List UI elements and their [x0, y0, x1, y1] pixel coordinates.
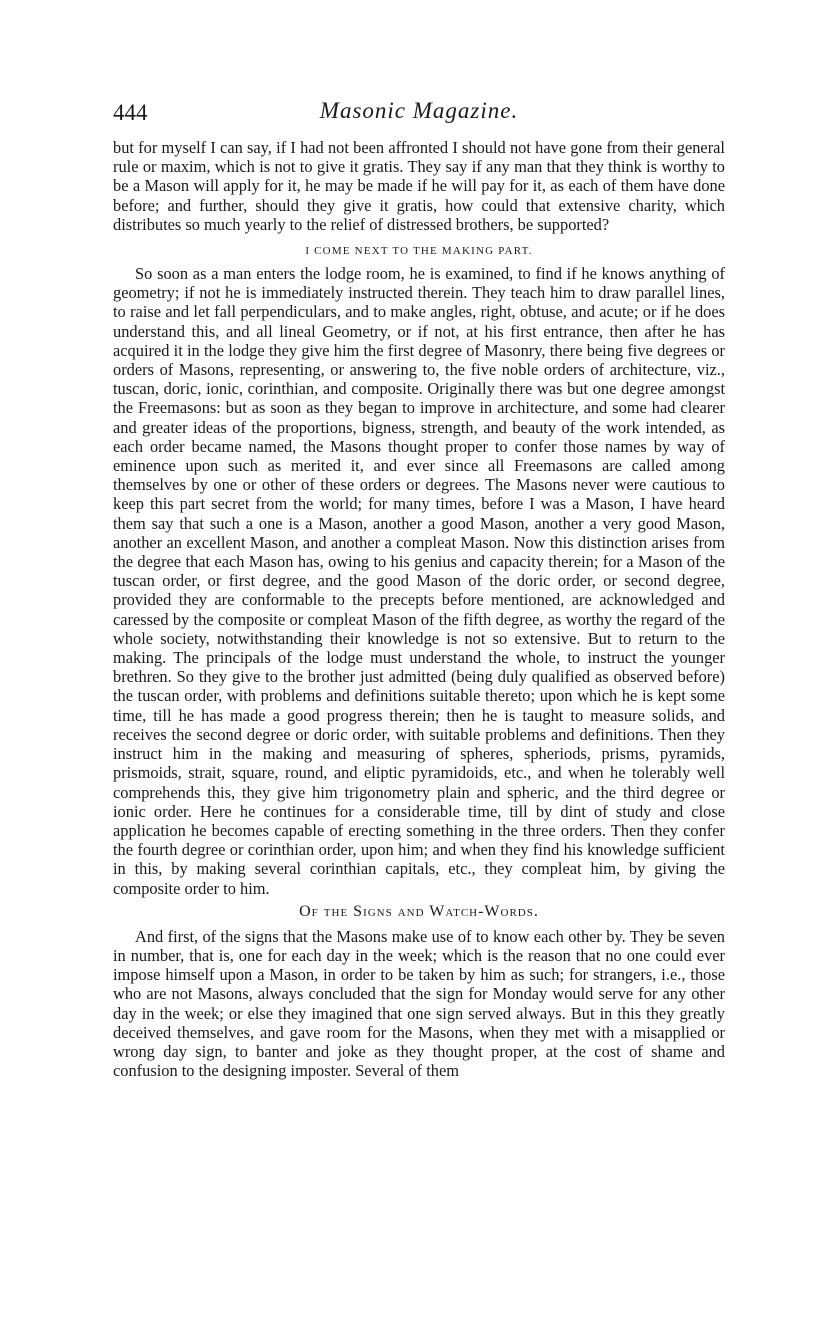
- section-heading-signs: Of the Signs and Watch-Words.: [299, 902, 539, 920]
- page-number: 444: [113, 100, 148, 125]
- section-heading-making-part: I COME NEXT TO THE MAKING PART.: [305, 245, 533, 258]
- page-header: [113, 92, 725, 138]
- paragraph-continuation: but for myself I can say, if I had not been affronted I should not have gone from their general rule or maxim, which is not to give it gratis. They say if any man that they think is worthy to be a Mason will apply for it, he may be made if he will pay for it, as each of them have done before; and further, should they give it gratis, how could that extensive charity, which distributes so much yearly to the relief of distressed brothers, be supported?: [113, 138, 725, 234]
- running-title: Masonic Magazine.: [319, 98, 519, 123]
- article-body: [113, 138, 725, 1080]
- paragraph-making-part: So soon as a man enters the lodge room, he is examined, to find if he knows anything of geometry; if not he is immediately instructed therein. They teach him to draw parallel lines, to raise and let fall perpendiculars, and to make angles, right, obtuse, and acute; or if he does understand this, and all lineal Geometry, or if not, at his first entrance, then after he has acquired it in the lodge they give him the first degree of Masonry, there being five degrees or orders of Masons, representing, or answering to, the five noble orders of architecture, viz., tuscan, doric, ionic, corinthian, and composite. Originally there was but one degree amongst the Freemasons: but as soon as they began to improve in architecture, and some had clearer and greater ideas of the proportions, bigness, strength, and beauty of the work intended, as each order became named, the Masons thought proper to confer those names by way of eminence upon such as merited it, and ever since all Freemasons are called among themselves by one or other of these orders or degrees. The Masons never were cautious to keep this part secret from the world; for many times, before I was a Mason, I have heard them say that such a one is a Mason, another a good Mason, another a very good Mason, another an excellent Mason, and another a compleat Mason. Now this distinction arises from the degree that each Mason has, owing to his genius and capacity therein; for a Mason of the tuscan order, or first degree, and the good Mason of the doric order, or second degree, provided they are conformable to the precepts before mentioned, are acknowledged and caressed by the composite or compleat Mason of the fifth degree, as worthy the regard of the whole society, notwithstanding their knowledge is not so extensive. But to return to the making. The principals of the lodge must understand the whole, to instruct the younger brethren. So they give to the brother just admitted (being duly qualified as observed before) the tuscan order, with problems and definitions suitable thereto; upon which he is kept some time, till he has made a good progress therein; then he is taught to measure solids, and receives the second degree or doric order, with suitable problems and definitions. Then they instruct him in the making and measuring of spheres, spheriods, prisms, pyramids, prismoids, strait, square, round, and eliptic pyramidoids, etc., and when he tolerably well comprehends this, they give him trigonometry plain and spheric, and the third degree or ionic order. Here he continues for a considerable time, till by dint of study and close application he becomes capable of erecting something in the three orders. Then they confer the fourth degree or corinthian order, upon him; and when they find his knowledge sufficient in this, by making several corinthian capitals, etc., they compleat him, by giving the composite order to him.: [113, 264, 725, 898]
- page: [113, 92, 725, 1080]
- paragraph-signs: And first, of the signs that the Masons make use of to know each other by. They be seven in number, that is, one for each day in the week; which is the reason that no one could ever impose himself upon a Mason, in order to be taken by him as such; for strangers, i.e., those who are not Masons, always concluded that the sign for Monday would serve for any other day in the week; or else they imagined that one sign served always. But in this they greatly deceived themselves, and gave room for the Masons, when they met with a misapplied or wrong day sign, to banter and joke as they thought proper, at the cost of shame and confusion to the designing imposter. Several of them: [113, 926, 725, 1081]
